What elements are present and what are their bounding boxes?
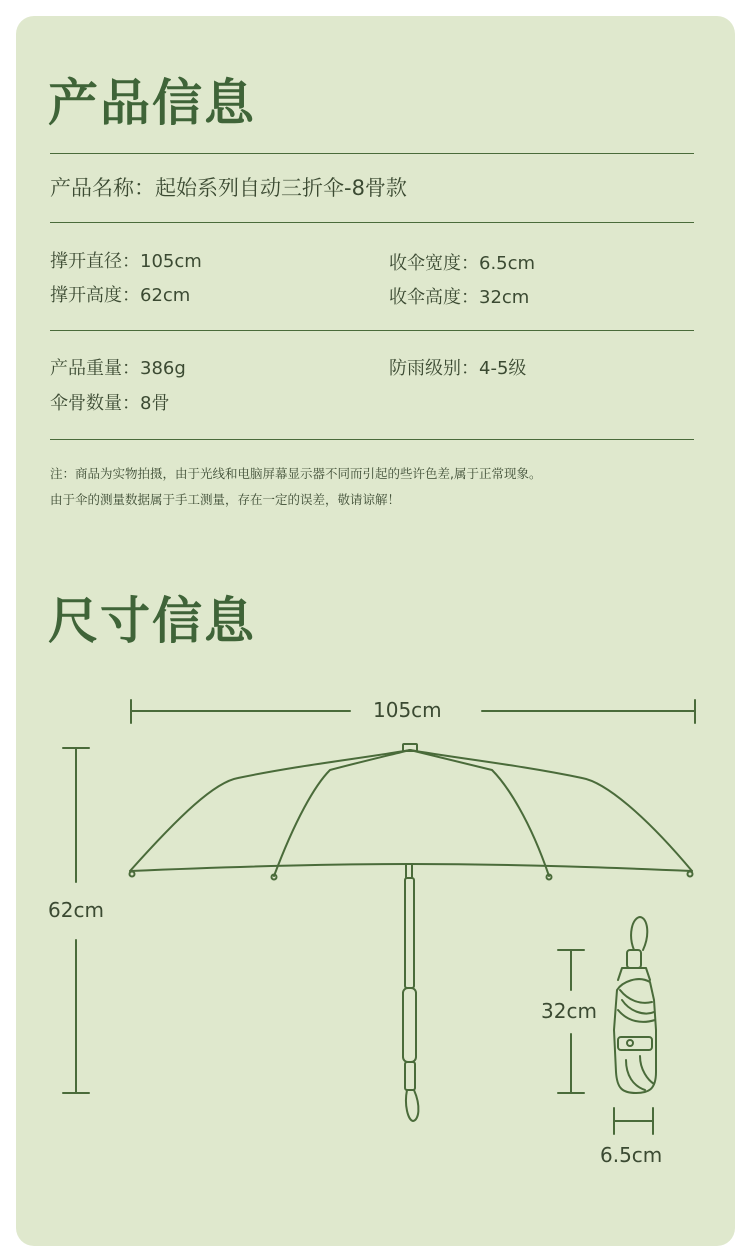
product-name: 产品名称：起始系列自动三折伞-8骨款 bbox=[50, 176, 407, 200]
disclaimer-line-1: 注：商品为实物拍摄，由于光线和电脑屏幕显示器不同而引起的些许色差,属于正常现象。 bbox=[50, 466, 542, 481]
spec-rain-level: 防雨级别：4-5级 bbox=[389, 358, 527, 379]
spec-folded-width: 收伞宽度：6.5cm bbox=[389, 253, 536, 274]
folded-width-label: 6.5cm bbox=[600, 1143, 663, 1167]
size-info-title: 尺寸信息 bbox=[48, 592, 256, 650]
folded-width-dimension-line bbox=[614, 1108, 653, 1134]
folded-height-label: 32cm bbox=[541, 999, 597, 1023]
spec-open-diameter: 撑开直径：105cm bbox=[50, 251, 202, 272]
folded-umbrella-icon bbox=[614, 917, 656, 1093]
open-height-label: 62cm bbox=[48, 898, 104, 922]
open-umbrella-icon bbox=[130, 744, 693, 1121]
product-info-title: 产品信息 bbox=[48, 74, 256, 132]
spec-weight: 产品重量：386g bbox=[50, 358, 186, 379]
spec-open-height: 撑开高度：62cm bbox=[50, 285, 191, 306]
open-width-label: 105cm bbox=[373, 698, 442, 722]
spec-folded-height: 收伞高度：32cm bbox=[389, 287, 530, 308]
spec-rib-count: 伞骨数量：8骨 bbox=[50, 393, 170, 414]
disclaimer-line-2: 由于伞的测量数据属于手工测量，存在一定的误差，敬请谅解！ bbox=[50, 492, 401, 507]
